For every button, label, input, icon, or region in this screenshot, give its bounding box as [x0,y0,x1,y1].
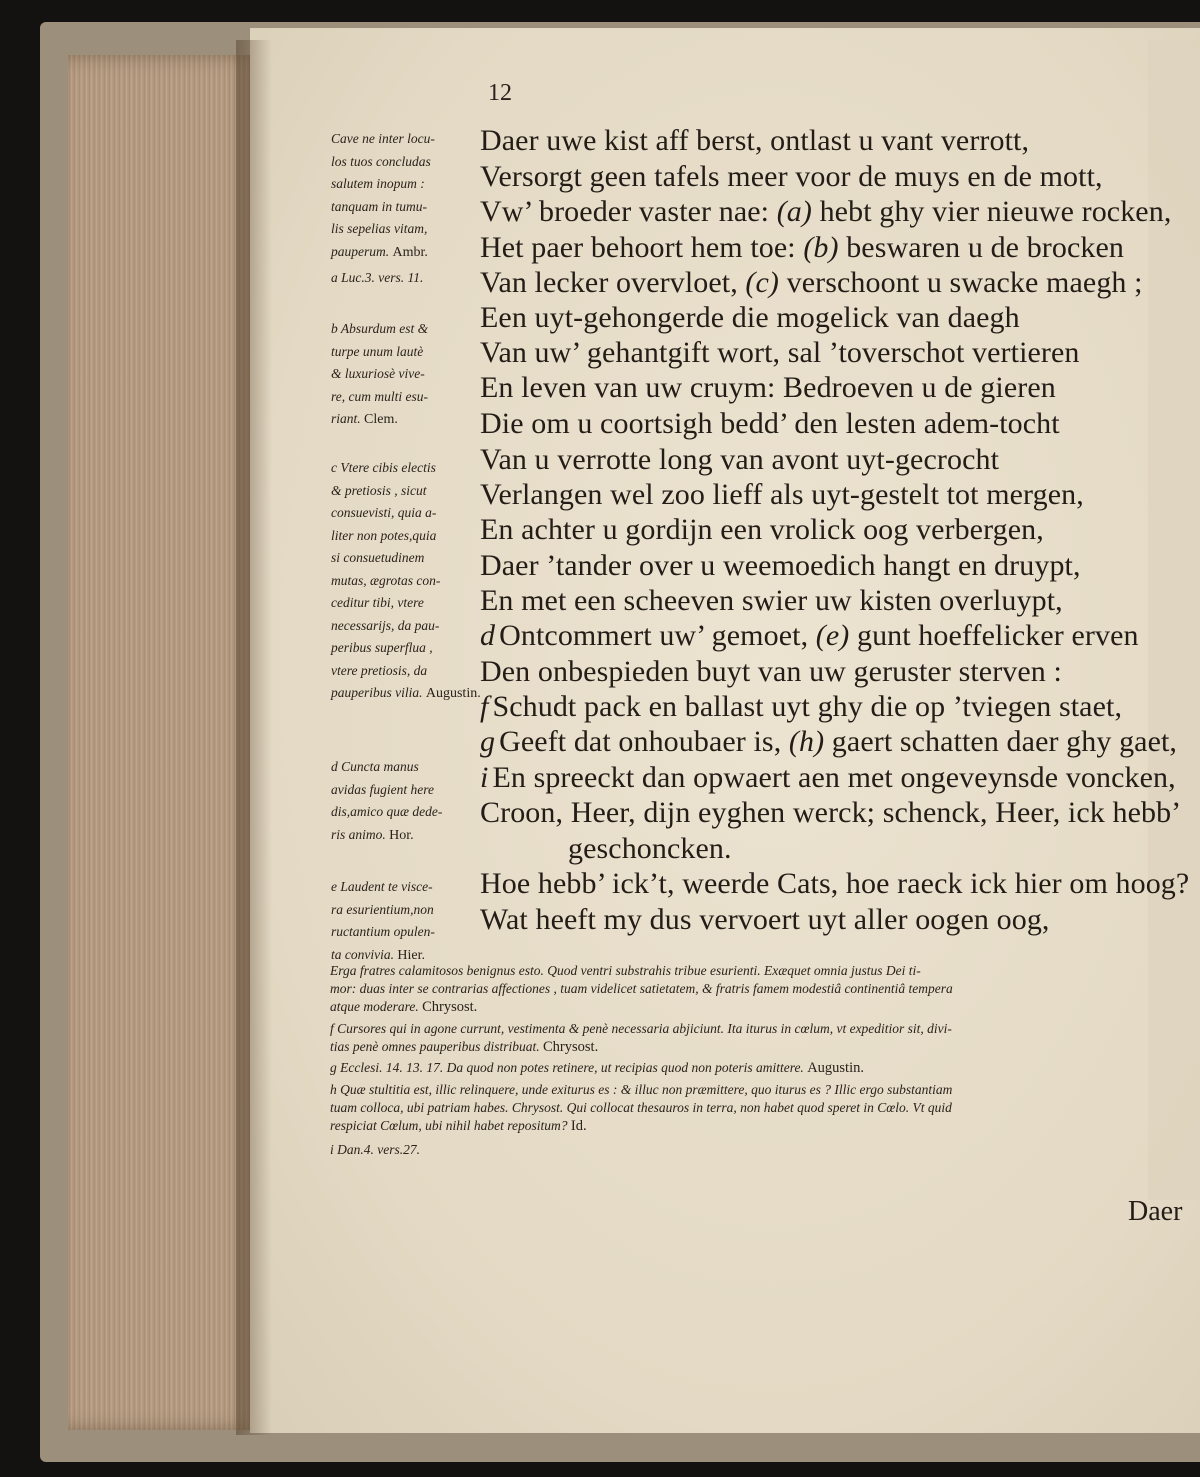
verse-text: En met een scheeven swier uw kisten overluypt, [480,584,1063,617]
margin-note-line [331,408,481,432]
footnote-line [330,980,1180,998]
margin-note-text: salutem inopum : [331,176,425,191]
footnote-text: atque moderare. [330,999,423,1014]
note-reference: (e) [815,619,850,652]
verse-text: gunt hoeffelicker erven [849,619,1139,652]
note-reference: (b) [803,231,839,264]
footnote-text: tuam colloca, ubi patriam habes. Chrysost. Qui collocat thesauros in terra, non habet quod speret in Cœlo. Vt quid [330,1100,952,1115]
note-letter: i [480,761,489,794]
note-reference: (c) [745,266,780,299]
verse-text: hebt ghy vier nieuwe rocken, [811,195,1172,228]
verse-text: Schudt pack en ballast uyt ghy die op ’tviegen staet, [492,690,1123,723]
verse-text: Daer ’tander over u weemoedich hangt en druypt, [480,549,1081,582]
verse-line [480,867,1190,901]
verse-text: Verlangen wel zoo lieff als uyt-gestelt tot mergen, [480,478,1084,511]
margin-note-text: peribus superflua , [331,640,433,655]
margin-note-text: d Cuncta manus [331,759,419,774]
margin-note [331,756,481,847]
verse-text: Den onbespieden buyt van uw geruster sterven : [480,655,1062,688]
verse-line [480,725,1190,759]
note-letter: f [480,690,489,723]
verse-line [480,903,1190,937]
footnote-text: h Quæ stultitia est, illic relinquere, unde exiturus es : & illuc non præmittere, quo iturus es ? Illic ergo substantiam [330,1082,953,1097]
verse-text: Van lecker overvloet, [480,266,746,299]
verse-line [480,478,1190,512]
footnote-text: Erga fratres calamitosos benignus esto. Quod ventri substrahis tribue esurienti. Exæquet omnia justus Dei ti- [330,963,921,978]
footnote-text: mor: duas inter se contrarias affectiones , tuam videlicet satietatem, & fratris famem modestiâ continentiâ tempera [330,981,953,996]
verse-line [480,266,1190,300]
margin-note-line [331,801,481,824]
margin-note-text: pauperibus vilia. [331,685,423,700]
margin-note-line [331,921,481,944]
verse-line [480,301,1190,335]
verse-line [480,371,1190,405]
verse-text: verschoont u swacke maegh ; [779,266,1143,299]
verse-line [480,761,1190,795]
margin-note-line [331,196,481,219]
verse-line [480,160,1190,194]
verse-text: Die om u coortsigh bedd’ den lesten adem-tocht [480,407,1060,440]
margin-note-line [331,386,481,409]
footnote-text: i Dan.4. vers.27. [330,1142,420,1157]
binding-gutter [236,40,272,1435]
margin-note-text: avidas fugient here [331,781,434,797]
note-letter: d [480,619,496,652]
margin-note-text: ceditur tibi, vtere [331,595,424,610]
footnote-line [330,1081,1180,1099]
margin-note-line [331,660,481,683]
margin-note-line [331,480,481,503]
margin-note-line [331,592,481,615]
verse-text: En leven van uw cruym: Bedroeven u de gieren [480,371,1056,404]
margin-note-text: si consuetudinem [331,550,425,565]
margin-note-line [331,318,481,341]
margin-note-author: Hier. [397,947,425,963]
verse-line [568,832,1200,866]
margin-note-author: Ambr. [392,244,428,260]
margin-note-line [331,899,481,922]
verse-text: geschoncken. [568,832,732,865]
margin-note-line [331,267,481,290]
margin-note-text: necessarijs, da pau- [331,617,440,633]
margin-note-line [331,876,481,899]
margin-note-text: c Vtere cibis electis [331,460,436,475]
note-reference: (a) [776,195,812,228]
margin-note-text: e Laudent te visce- [331,879,433,894]
margin-note-line [331,151,481,174]
footnote-text: f Cursores qui in agone currunt, vestimenta & penè necessaria abjiciunt. Ita iturus in cœlum, vt expeditior sit, divi- [330,1021,952,1036]
margin-note-line [331,570,481,593]
verse-line [480,796,1190,830]
verse-text: Geeft dat onhoubaer is, [499,725,789,758]
margin-note-line [331,502,481,525]
footnote-text: g Ecclesi. 14. 13. 17. Da quod non potes retinere, ut recipias quod non poteris amittere. [330,1060,808,1075]
verse-text: Van uw’ gehantgift wort, sal ’toverschot vertieren [480,336,1080,369]
margin-note-text: pauperum. [331,243,390,259]
margin-note-line [331,525,481,548]
footnote-author: Id. [570,1118,587,1134]
footnote-author: Augustin. [807,1060,864,1076]
footnote-line [330,998,1180,1016]
margin-note-text: vtere pretiosis, da [331,662,428,678]
margin-note-text: b Absurdum est & [331,321,429,336]
verse-line [480,549,1190,583]
margin-note-text: turpe unum lautè [331,343,424,359]
verse-text: Hoe hebb’ ick’t, weerde Cats, hoe raeck ick hier om hoog? [480,867,1190,900]
footnote-author: Chrysost. [543,1039,599,1055]
margin-note-text: re, cum multi esu- [331,388,428,404]
margin-note-line [331,824,481,848]
margin-note-line [331,363,481,386]
margin-note [331,267,481,290]
footnote-line [330,962,1180,980]
verse-line [480,195,1190,229]
margin-note-line [331,457,481,480]
margin-note-text: riant. [331,411,361,426]
margin-note-text: mutas, ægrotas con- [331,572,441,588]
verse-text: Het paer behoort hem toe: [480,231,804,264]
note-letter: g [480,725,496,758]
margin-note-line [331,341,481,364]
margin-note-line [331,756,481,779]
verse-text: beswaren u de brocken [838,231,1125,264]
verse-line [480,619,1190,653]
margin-note-line [331,637,481,660]
margin-note-text: lis sepelias vitam, [331,221,428,236]
footnote-text: tias penè omnes pauperibus distribuat. [330,1039,543,1054]
margin-note-text: dis,amico quæ dede- [331,804,443,819]
footnote-line [330,1059,1180,1077]
footnote-line [330,1038,1180,1056]
verse-line [480,690,1190,724]
verse-text: Croon, Heer, dijn eyghen werck; schenck, Heer, ick hebb’ [480,796,1182,829]
verse-line [480,584,1190,618]
footnote-line [330,1099,1180,1117]
footnote-line [330,1141,1180,1159]
margin-note-line [331,218,481,241]
page-number: 12 [488,80,512,106]
verse-line [480,655,1190,689]
margin-note-text: & luxuriosè vive- [331,366,425,381]
page-block-edge [68,55,258,1430]
margin-note-text: & pretiosis , sicut [331,482,427,498]
note-reference: (h) [788,725,825,758]
margin-note-line [331,682,481,706]
margin-note-line [331,173,481,196]
margin-note-line [331,615,481,638]
verse-text: Daer uwe kist aff berst, ontlast u vant verrott, [480,124,1030,157]
footnote-line [330,1117,1180,1135]
verse-text: En achter u gordijn een vrolick oog verbergen, [480,513,1044,546]
margin-note-author: Hor. [389,827,414,843]
verse-line [480,124,1190,158]
margin-note [331,457,481,706]
verse-line [480,443,1190,477]
margin-note-author: Augustin. [425,686,481,701]
verse-text: Van u verrotte long van avont uyt-gecrocht [480,443,1000,476]
verse-text: Versorgt geen tafels meer voor de muys en de mott, [480,160,1103,193]
margin-note-text: los tuos concludas [331,153,431,169]
catchword: Daer [1128,1196,1183,1227]
verse-line [480,513,1190,547]
margin-note-text: ructantium opulen- [331,924,435,939]
verse-text: gaert schatten daer ghy gaet, [824,725,1178,758]
verse-line [480,407,1190,441]
footnote-line [330,1020,1180,1038]
margin-note-text: ta convivia. [331,946,394,962]
margin-note [331,876,481,967]
margin-note-text: liter non potes,quia [331,527,437,543]
verse-line [480,231,1190,265]
margin-note-line [331,779,481,802]
margin-note-text: ris animo. [331,826,386,842]
verse-text: Vw’ broeder vaster nae: [480,195,777,228]
footnote-text: respiciat Cœlum, ubi nihil habet repositum? [330,1118,571,1133]
verse-text: En spreeckt dan opwaert aen met ongeveynsde voncken, [492,761,1176,794]
margin-note-text: tanquam in tumu- [331,198,427,214]
margin-note-line [331,128,481,151]
verse-text: Ontcommert uw’ gemoet, [499,619,816,652]
margin-note-text: consuevisti, quia a- [331,505,437,520]
margin-note [331,128,481,264]
margin-note-text: a Luc.3. vers. 11. [331,270,424,285]
margin-note-text: ra esurientium,non [331,901,434,917]
margin-note-text: Cave ne inter locu- [331,131,435,146]
margin-note-line [331,547,481,570]
margin-note [331,318,481,432]
margin-note-line [331,241,481,265]
verse-line [480,336,1190,370]
footnote-author: Chrysost. [422,999,478,1015]
verse-text: Een uyt-gehongerde die mogelick van daegh [480,301,1020,334]
verse-text: Wat heeft my dus vervoert uyt aller oogen oog, [480,903,1050,936]
margin-note-author: Clem. [364,412,398,427]
